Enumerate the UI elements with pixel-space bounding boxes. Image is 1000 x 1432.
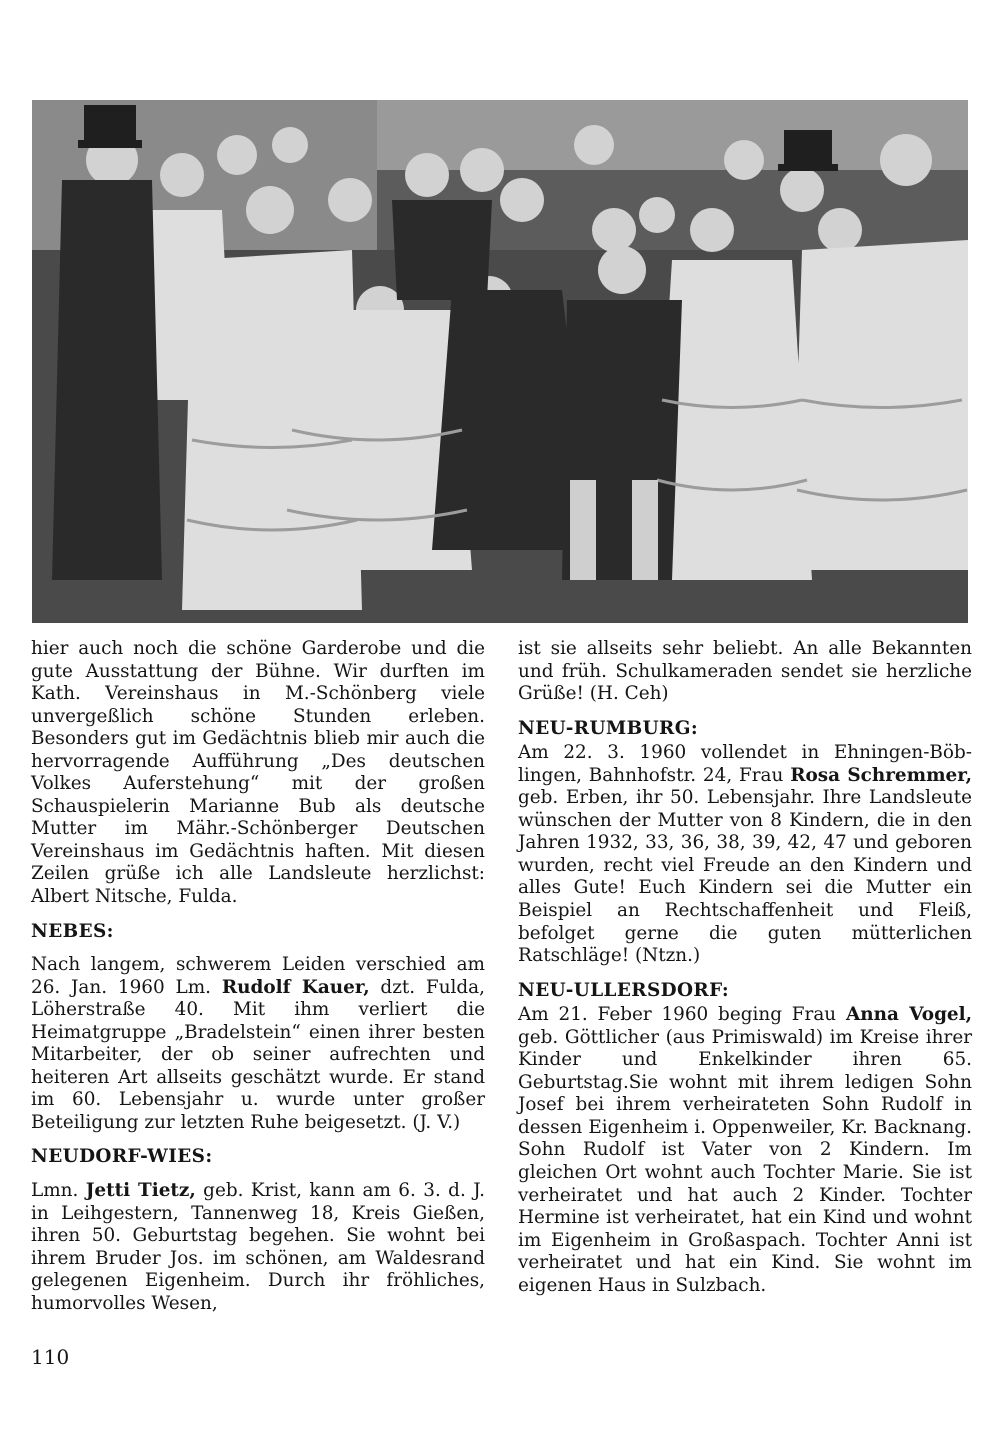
nebes-person-name: Rudolf Kauer, bbox=[221, 976, 370, 998]
section-heading-neu-ullersdorf: NEU-ULLERSDORF: bbox=[518, 979, 730, 1001]
ullersdorf-text-start: Am 21. Feber 1960 beging Frau bbox=[518, 1004, 846, 1026]
nebes-text-start: Nach langem, schwerem Leiden verschied am 26. Jan. 1960 Lm. bbox=[31, 954, 485, 998]
ullersdorf-text-end: geb. Göttlicher (aus Primiswald) im Kreise ihrer Kinder und Enkelkinder ihren 65. Geburtstag.Sie wohnt mit ihrem ledigen Sohn Josef bei ihrem verheirateten Sohn Rudolf in dessen Eigenheim i. Oppenweiler, Kr. Backnang. Sohn Rudolf ist Vater von 2 Kindern. Im gleichen Ort wohnt auch Tochter Marie. Sie ist verheiratet und hat auch 2 Kinder. Tochter Hermine ist verheiratet, hat ein Kind und wohnt im Eigenheim in Großaspach. Tochter Anni ist verheiratet und hat ein Kind. Sie wohnt im eigenen Haus in Sulzbach. bbox=[518, 1026, 972, 1296]
section-heading-neudorf-wies: NEUDORF-WIES: bbox=[31, 1146, 213, 1168]
nebes-paragraph bbox=[31, 954, 485, 1134]
group-photo-illustration bbox=[32, 100, 968, 623]
rumburg-text-start: Am 22. 3. 1960 vollendet in Ehningen-Böblingen, Bahnhofstr. 24, Frau bbox=[518, 742, 972, 786]
ullersdorf-person-name: Anna Vogel, bbox=[845, 1004, 973, 1026]
neudorf-text-end: geb. Krist, kann am 6. 3. d. J. in Leihgestern, Tannenweg 18, Kreis Gießen, ihren 50. Geburtstag begehen. Sie wohnt bei ihrem Bruder Jos. im schönen, am Waldesrand gelegenen Eigenheim. Durch ihr fröhliches, humorvolles Wesen, bbox=[31, 1180, 485, 1314]
group-photo bbox=[32, 100, 968, 623]
neudorf-text-start: Lmn. bbox=[31, 1180, 86, 1202]
left-column bbox=[31, 638, 485, 1315]
neudorf-person-name: Jetti Tietz, bbox=[85, 1180, 196, 1202]
neudorf-paragraph bbox=[31, 1180, 485, 1315]
section-heading-nebes: NEBES: bbox=[31, 920, 114, 942]
rumburg-paragraph bbox=[518, 742, 972, 967]
right-column bbox=[518, 638, 972, 1297]
rumburg-text-end: geb. Erben, ihr 50. Lebensjahr. Ihre Landsleute wünschen der Mutter von 8 Kindern, die in den Jahren 1932, 33, 36, 38, 39, 42, 47 und geboren wurden, recht viel Freude an den Kindern und alles Gute! Euch Kindern sei die Mutter ein Beispiel an Rechtschaffenheit und Fleiß, befolget gerne die guten mütterlichen Ratschläge! (Ntzn.) bbox=[518, 787, 972, 967]
page-number: 110 bbox=[31, 1345, 70, 1369]
section-heading-neu-rumburg: NEU-RUMBURG: bbox=[518, 717, 699, 739]
continuation-paragraph: ist sie allseits sehr beliebt. An alle Bekannten und früh. Schulkameraden sendet sie herzliche Grüße! (H. Ceh) bbox=[518, 638, 972, 705]
nebes-text-end: dzt. Fulda, Löherstraße 40. Mit ihm verliert die Heimatgruppe „Bradelstein“ einen ihrer besten Mitarbeiter, der ob seiner aufrechten und heiteren Art allseits geschätzt wurde. Er stand im 60. Lebensjahr u. wurde unter großer Beteiligung zur letzten Ruhe beigesetzt. (J. V.) bbox=[31, 976, 485, 1133]
intro-paragraph: hier auch noch die schöne Garderobe und die gute Ausstattung der Bühne. Wir durften im Kath. Vereinshaus in M.-Schönberg viele unvergeßlich schöne Stunden erleben. Besonders gut im Gedächtnis blieb mir auch die hervorragende Aufführung „Des deutschen Volkes Auferstehung“ mit der großen Schauspielerin Marianne Bub als deutsche Mutter im Mähr.-Schönberger Deutschen Vereinshaus im Gedächtnis haften. Mit diesen Zeilen grüße ich alle Landsleute herzlichst: Albert Nitsche, Fulda. bbox=[31, 638, 485, 908]
rumburg-person-name: Rosa Schremmer, bbox=[790, 764, 972, 786]
ullersdorf-paragraph bbox=[518, 1004, 972, 1297]
